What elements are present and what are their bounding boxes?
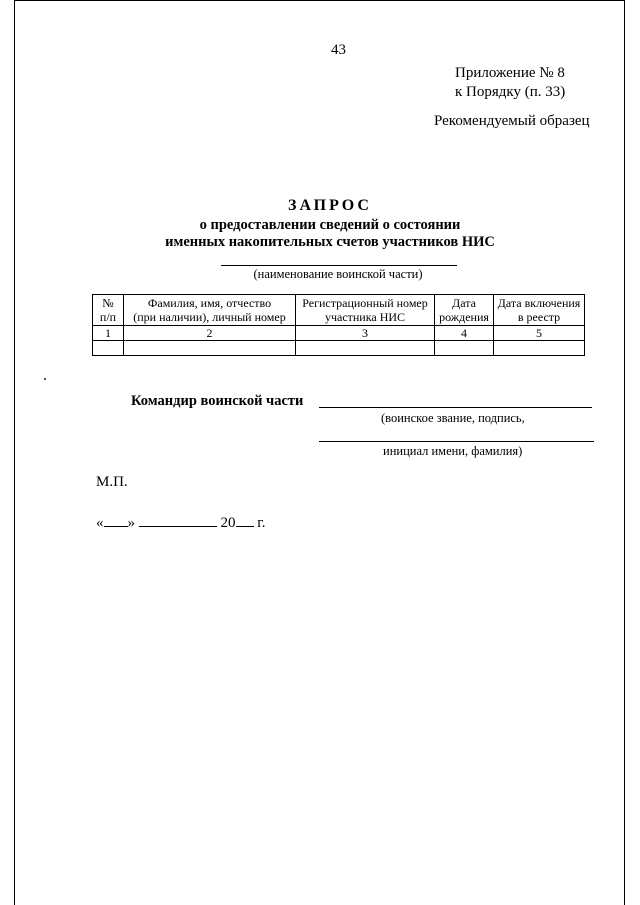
- table-cell: 1: [93, 326, 124, 341]
- header-cell-full-name: Фамилия, имя, отчество (при наличии), личный номер: [124, 295, 296, 326]
- year-prefix: 20: [220, 515, 236, 531]
- scan-speck: [44, 378, 46, 380]
- table-cell: [435, 341, 494, 356]
- date-open-quote: «: [96, 515, 104, 531]
- table-cell: 4: [435, 326, 494, 341]
- table-cell: [494, 341, 585, 356]
- page-number: 43: [331, 42, 346, 58]
- header-cell-birth-date: Дата рождения: [435, 295, 494, 326]
- table-cell: 5: [494, 326, 585, 341]
- header-cell-registration-number: Регистрационный номер участника НИС: [296, 295, 435, 326]
- commander-label: Командир воинской части: [131, 393, 304, 409]
- table-header-row: [93, 295, 585, 326]
- appendix-line-1: Приложение № 8: [455, 65, 565, 81]
- page-border-top: [14, 0, 625, 1]
- request-table: [92, 294, 585, 356]
- stamp-placeholder: М.П.: [96, 474, 128, 490]
- date-close-quote: »: [127, 515, 135, 531]
- year-suffix: г.: [257, 515, 266, 531]
- day-blank: [104, 512, 128, 527]
- signature-blank-line-1: [319, 407, 592, 408]
- table-cell: [296, 341, 435, 356]
- signature-caption-2: инициал имени, фамилия): [383, 444, 523, 458]
- header-cell-registry-date: Дата включения в реестр: [494, 295, 585, 326]
- appendix-line-2: к Порядку (п. 33): [455, 84, 566, 100]
- table-cell: [124, 341, 296, 356]
- table-cell: 2: [124, 326, 296, 341]
- unit-name-blank-line: [221, 265, 457, 266]
- appendix-reference: [455, 64, 565, 102]
- date-line: [96, 512, 265, 532]
- document-title: ЗАПРОС: [288, 197, 372, 214]
- unit-name-caption: (наименование воинской части): [253, 267, 423, 281]
- sample-label: Рекомендуемый образец: [434, 113, 590, 129]
- title-line-1: о предоставлении сведений о состоянии: [199, 217, 461, 233]
- page-border-right: [624, 0, 625, 905]
- year-blank: [236, 512, 254, 527]
- table-cell: [93, 341, 124, 356]
- month-blank: [139, 512, 217, 527]
- header-cell-number: № п/п: [93, 295, 124, 326]
- title-line-2: именных накопительных счетов участников НИС: [165, 234, 495, 250]
- signature-blank-line-2: [319, 441, 594, 442]
- table-empty-row: [93, 341, 585, 356]
- table-numbering-row: [93, 326, 585, 341]
- signature-caption-1: (воинское звание, подпись,: [381, 411, 525, 425]
- page-border-left: [14, 0, 15, 905]
- table-cell: 3: [296, 326, 435, 341]
